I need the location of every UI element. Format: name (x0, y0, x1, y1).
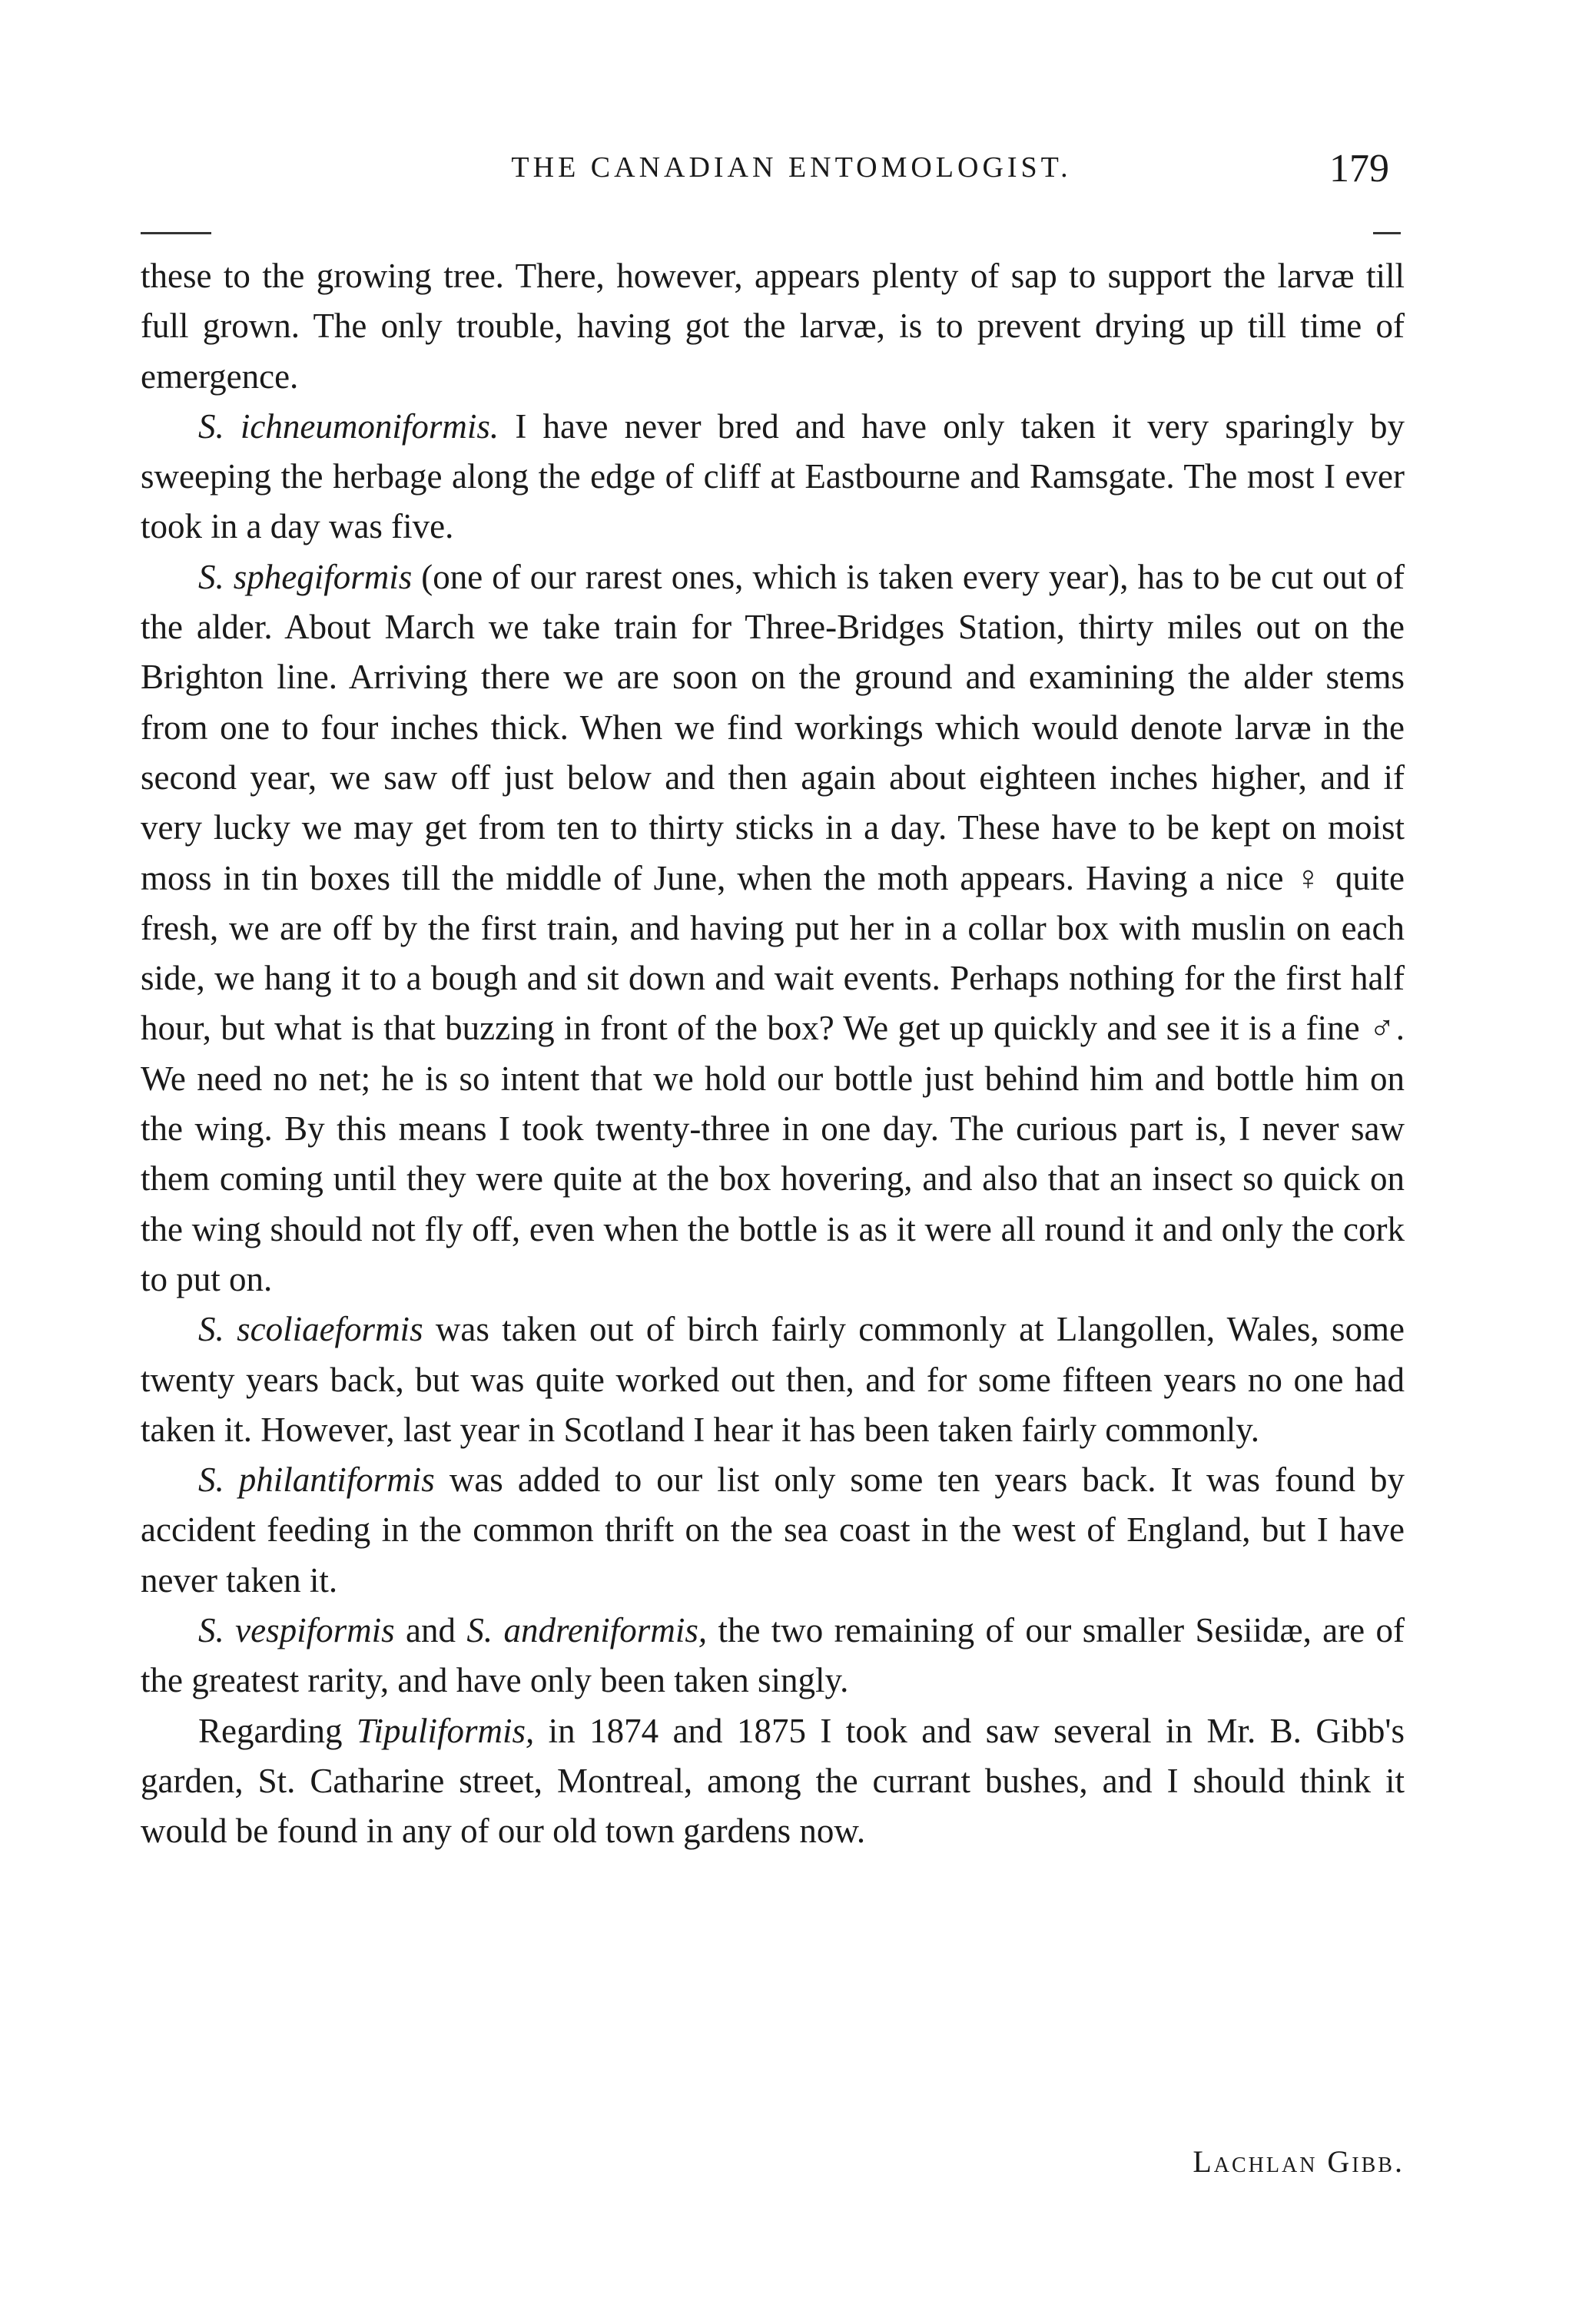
article-body (141, 251, 1405, 1857)
species-name: S. scoliaeformis (198, 1310, 423, 1349)
running-head (0, 147, 1589, 197)
paragraph-text: the two remaining of our smaller Sesiidæ, are of the greatest rarity, and have only been taken singly. (141, 1611, 1405, 1700)
paragraph-sphegiformis (141, 552, 1405, 1305)
species-name: S. sphegiformis (198, 557, 413, 596)
species-name: S. andreniformis, (466, 1611, 708, 1650)
species-name: S. vespiformis (198, 1611, 395, 1650)
species-name: S. philantiformis (198, 1460, 435, 1500)
lead-text: Regarding (198, 1711, 357, 1750)
author-signature: Lachlan Gibb. (1193, 2144, 1405, 2179)
paragraph-tipuliformis (141, 1706, 1405, 1857)
paragraph-ichneumoniformis (141, 402, 1405, 552)
paragraph-text: (one of our rarest ones, which is taken every year), has to be cut out of the alder. About March we take train for Three-Bridges Station, thirty miles out on the Brighton line. Arriving there we are soon on the ground and examining the alder stems from one to four inches thick. When we find workings which would denote larvæ in the second year, we saw off just below and then again about eighteen inches higher, and if very lucky we may get from ten to thirty sticks in a day. These have to be kept on moist moss in tin boxes till the middle of June, when the moth appears. Having a nice ♀ quite fresh, we are off by the first train, and having put her in a collar box with muslin on each side, we hang it to a bough and sit down and wait events. Perhaps nothing for the first half hour, but what is that buzzing in front of the box? We get up quickly and see it is a fine ♂. We need no net; he is so intent that we hold our bottle just behind him and bottle him on the wing. By this means I took twenty-three in one day. The curious part is, I never saw them coming until they were quite at the box hovering, and also that an insect so quick on the wing should not fly off, even when the bottle is as it were all round it and only the cork to put on. (141, 557, 1405, 1298)
paragraph-text: was added to our list only some ten years back. It was found by accident feeding in the common thrift on the sea coast in the west of England, but I have never taken it. (141, 1460, 1405, 1600)
paragraph-1 (141, 251, 1405, 402)
page-number: 179 (1329, 147, 1389, 191)
species-name: S. ichneumoniformis. (198, 406, 499, 446)
paragraph-scoliaeformis (141, 1305, 1405, 1455)
joiner-text: and (394, 1611, 467, 1650)
running-title: THE CANADIAN ENTOMOLOGIST. (511, 151, 1072, 184)
header-rule-left (141, 232, 211, 234)
paragraph-text: was taken out of birch fairly commonly at Llangollen, Wales, some twenty years back, but was quite worked out then, and for some fifteen years no one had taken it. However, last year in Scotland I hear it has been taken fairly commonly. (141, 1310, 1405, 1449)
header-rule-right (1373, 232, 1401, 234)
paragraph-1-text: these to the growing tree. There, however, appears plenty of sap to support the larvæ till full grown. The only trouble, having got the larvæ, is to prevent drying up till time of emergence. (141, 257, 1405, 396)
paragraph-text: in 1874 and 1875 I took and saw several in Mr. B. Gibb's garden, St. Catharine street, Montreal, among the currant bushes, and I should think it would be found in any of our old town gardens now. (141, 1711, 1405, 1851)
species-name: Tipuliformis, (356, 1711, 535, 1750)
paragraph-philantiformis (141, 1455, 1405, 1606)
paragraph-text: I have never bred and have only taken it very sparingly by sweeping the herbage along the edge of cliff at Eastbourne and Ramsgate. The most I ever took in a day was five. (141, 406, 1405, 546)
paragraph-vespiformis (141, 1606, 1405, 1706)
